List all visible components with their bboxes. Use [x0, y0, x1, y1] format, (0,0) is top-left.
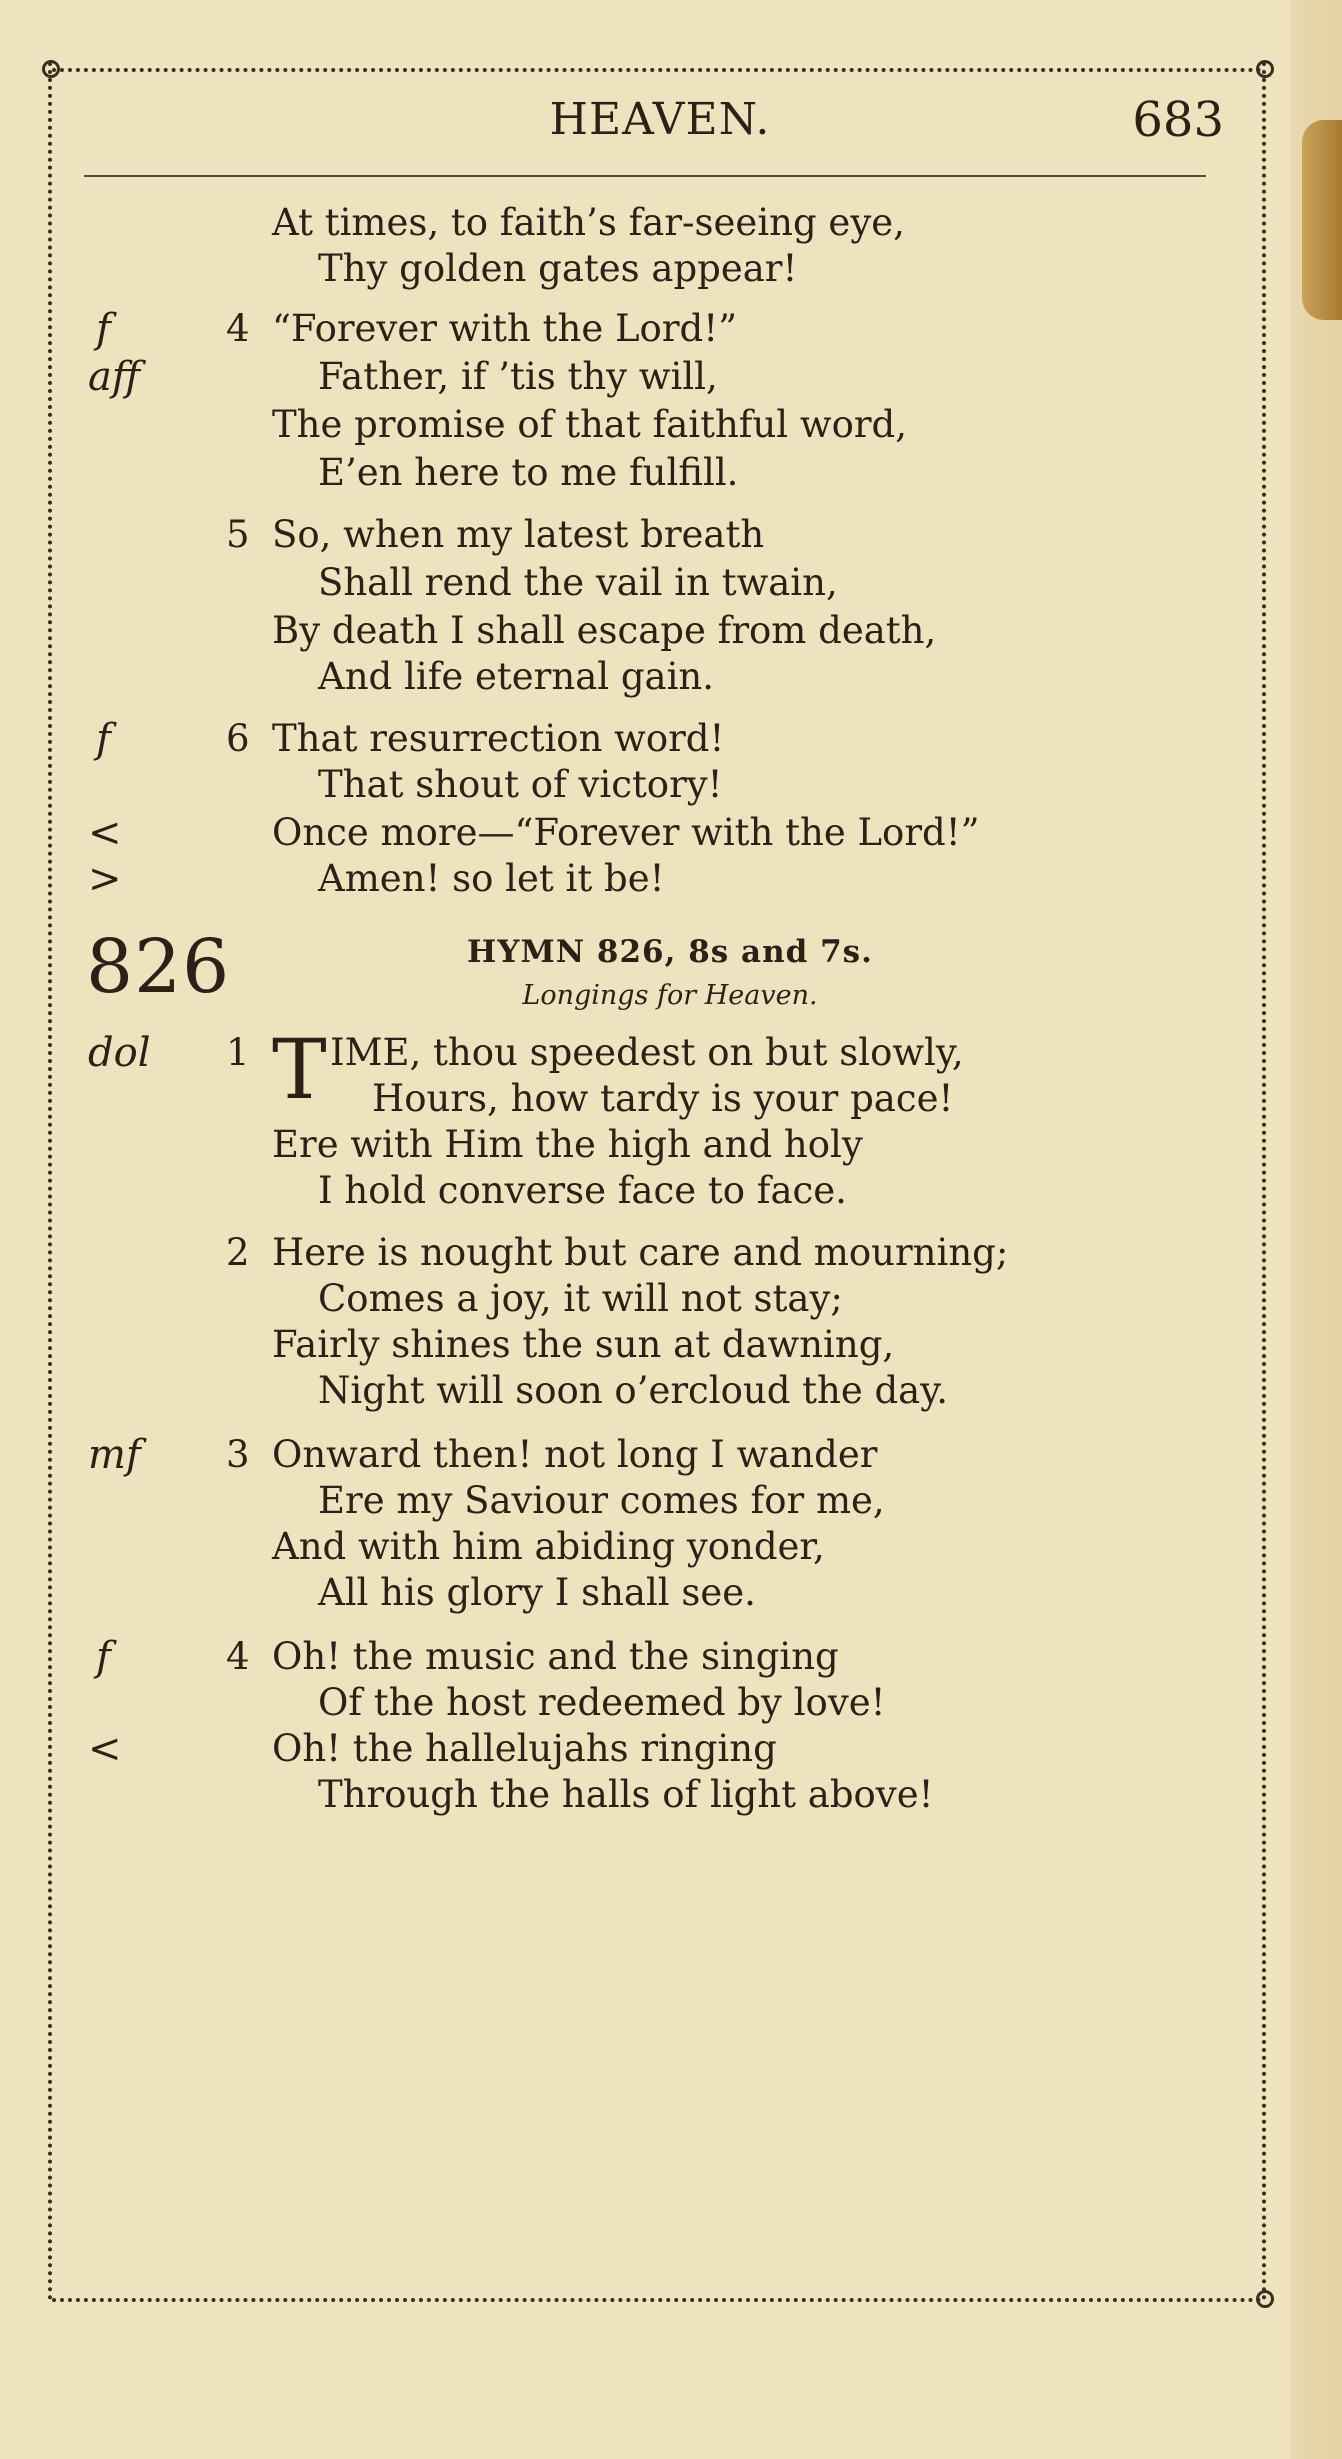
verse-line: IME, thou speedest on but slowly,	[330, 1031, 964, 1074]
stanza-number: 4	[226, 1635, 250, 1678]
verse-line: And with him abiding yonder,	[272, 1525, 825, 1568]
verse-line: “Forever with the Lord!”	[272, 307, 737, 350]
verse-line: Night will soon o’ercloud the day.	[318, 1369, 948, 1412]
verse-line: Here is nought but care and mourning;	[272, 1231, 1009, 1274]
stanza-number: 4	[226, 307, 250, 350]
verse-line: Through the halls of light above!	[318, 1773, 934, 1816]
ornamental-rule-top	[52, 68, 1262, 72]
crescendo-mark: <	[88, 810, 122, 856]
verse-line: Thy golden gates appear!	[318, 247, 798, 290]
header-rule	[84, 175, 1206, 177]
frame-corner-ornament	[1256, 2290, 1274, 2308]
verse-line: And life eternal gain.	[318, 655, 715, 698]
dynamic-mark: f	[96, 1634, 111, 1680]
page-edge	[1290, 0, 1342, 2459]
verse-line: Ere with Him the high and holy	[272, 1123, 863, 1166]
decrescendo-mark: >	[88, 856, 122, 902]
verse-line: Onward then! not long I wander	[272, 1433, 878, 1476]
ornamental-rule-bottom	[52, 2298, 1262, 2302]
verse-line: Shall rend the vail in twain,	[318, 561, 838, 604]
dynamic-mark: aff	[88, 354, 141, 400]
verse-line: Once more—“Forever with the Lord!”	[272, 811, 980, 854]
verse-line: At times, to faith’s far-seeing eye,	[272, 201, 905, 244]
frame-corner-ornament	[1256, 60, 1274, 78]
verse-line: Comes a joy, it will not stay;	[318, 1277, 843, 1320]
verse-line: The promise of that faithful word,	[272, 403, 907, 446]
verse-line: E’en here to me fulfill.	[318, 451, 739, 494]
hymn-number-large: 826	[86, 924, 231, 1010]
verse-line: All his glory I shall see.	[318, 1571, 756, 1614]
verse-line: By death I shall escape from death,	[272, 609, 937, 652]
verse-line: Oh! the hallelujahs ringing	[272, 1727, 777, 1770]
running-title: HEAVEN.	[549, 94, 771, 145]
stanza-number: 1	[226, 1031, 250, 1074]
dynamic-mark: f	[96, 306, 111, 352]
drop-cap: T	[272, 1023, 327, 1118]
stanza-number: 5	[226, 513, 250, 556]
thumb-index-tab	[1302, 120, 1342, 320]
crescendo-mark: <	[88, 1726, 122, 1772]
verse-line: Oh! the music and the singing	[272, 1635, 839, 1678]
verse-line: Father, if ’tis thy will,	[318, 355, 718, 398]
hymn-subtitle: Longings for Heaven.	[522, 980, 818, 1011]
verse-line: Ere my Saviour comes for me,	[318, 1479, 885, 1522]
verse-line: Of the host redeemed by love!	[318, 1681, 886, 1724]
stanza-number: 6	[226, 717, 250, 760]
verse-line: That resurrection word!	[272, 717, 725, 760]
verse-line: That shout of victory!	[318, 763, 723, 806]
verse-line: Amen! so let it be!	[318, 857, 665, 900]
verse-line: I hold converse face to face.	[318, 1169, 847, 1212]
verse-line: So, when my latest breath	[272, 513, 765, 556]
verse-line: Hours, how tardy is your pace!	[372, 1077, 954, 1120]
stanza-number: 3	[226, 1433, 250, 1476]
dynamic-mark: mf	[88, 1432, 141, 1478]
hymn-title: HYMN 826, 8s and 7s.	[467, 934, 873, 970]
stanza-number: 2	[226, 1231, 250, 1274]
verse-line: Fairly shines the sun at dawning,	[272, 1323, 895, 1366]
frame-corner-ornament	[42, 60, 60, 78]
dynamic-mark: dol	[88, 1030, 151, 1076]
dynamic-mark: f	[96, 716, 111, 762]
page-number: 683	[1132, 92, 1224, 148]
